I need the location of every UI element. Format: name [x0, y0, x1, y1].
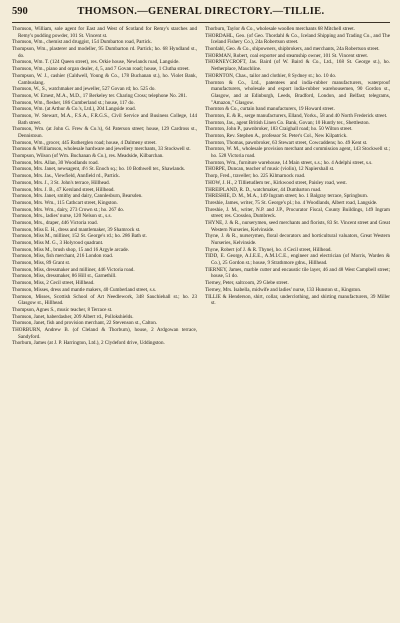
directory-entry: Thornton, John P., pawnbroker, 183 Craighall road; ho. 50 Wilton street. [205, 126, 353, 133]
right-column [205, 26, 390, 347]
directory-entry: Thomson, Miss M., brush shop, 15 and 16 Argyle arcade. [12, 246, 130, 253]
directory-entry: Thomson, Janet, fish and provision merchant, 22 Stevenson st., Calton. [12, 320, 158, 327]
directory-entry: Thorp, Fred., traveller; ho. 225 Kilmarnock road. [205, 173, 306, 180]
directory-entry: Thyne, Robert (of J. & R. Thyne), ho. 4 Cecil street, Hillhead. [205, 246, 332, 253]
directory-entry: Thomson, Miss M., milliner, 152 St. George's rd.; ho. 286 Bath st. [12, 233, 147, 240]
directory-entry: THYNE, J. & R., nurserymen, seed merchants and florists, 83 St. Vincent street and Great Western Nurseries, Kelvinside. [205, 219, 390, 233]
directory-entry: Thyne, J. & R., nurserymen, floral decorators and horticultural valuators, Great Western Nurseries, Kelvinside. [205, 233, 390, 246]
directory-entry: Thomson, Miss E. H., dress and mantlemaker, 39 Shamrock st. [12, 226, 141, 233]
directory-entry: Thomson, Mrs. Janet, smithy and dairy, Cannlesburn, Bearsden. [12, 193, 143, 200]
directory-entry: THREIPLAND, R. D., watchmaker, 44 Dumbarton road. [205, 186, 322, 193]
directory-entry: THORBURN, Andrew B. (of Cleland & Thorburn), house, 2 Ardgowan terrace, Sandyford. [12, 326, 197, 340]
directory-entry: Thomson, Mrs., ladies' nurse, 120 Nelson st., s.s. [12, 213, 112, 220]
header-rule [12, 22, 390, 23]
directory-entry: Thomson, Mrs. Wm., dairy, 273 Crown st.; ho. 267 do. [12, 206, 125, 213]
directory-entry: Thomson, Miss, dressmaker, 86 Hill st., Garnethill. [12, 273, 117, 280]
directory-entry: Thornton & Co., Ltd., patentees and india-rubber manufacturers, waterproof manufacturers, wholesale and export india-rubber warehousemen, 90 Gordon st., Glasgow, and at Edinburgh, Leeds, Bradford, London, and Belfast; telegrams, "Amazon," Glasgow. [205, 79, 390, 106]
directory-entry: Thompson, Agnes S., music teacher, 8 Terrace st. [12, 306, 113, 313]
directory-entry: Thomson, Wm. (at Arthur & Co.'s, Ltd.), 204 Langside road. [12, 106, 136, 113]
directory-entry: Thornton, Jas., agent British Linen Co. Bank, Govan; 10 Huntly ter., Shettleston. [205, 119, 370, 126]
directory-entry: Thomson & Williamson, wholesale hardware and jewellery merchants, 33 Stockwell st. [12, 146, 191, 153]
directory-entry: Thomson, Miss, dressmaker and milliner, 446 Victoria road. [12, 266, 135, 273]
directory-entry: Thorburn, Taylor & Co., wholesale woollen merchants 68 Mitchell street. [205, 26, 355, 32]
directory-entry: Thornton, Thomas, pawnbroker, 63 Stewart street, Cowcaddens; ho. 49 Kent st. [205, 139, 368, 146]
directory-entry: Thomson, Wm., piano and organ dealer, 4, 5, and 7 Govan road; house, 1 Clutha street. [12, 66, 190, 73]
directory-entry: TIERNEY, James, marble cutter and encaustic tile layer, 46 and 48 West Campbell street; house, 51 do. [205, 266, 390, 280]
directory-entry: Thompson, Wm., plasterer and modeller, 95 Dumbarton rd. Partick; ho. 68 Hyndland st., do. [12, 46, 197, 59]
directory-entry: Thompson, Wilson (of Wm. Buchanan & Co.), res. Meadside, Kilbarchan. [12, 153, 164, 160]
directory-entry: Thornton & Co., curtain band manufacturers, 19 Howard street. [205, 106, 335, 113]
directory-entry: TILLIE & Henderson, shirt, collar, underclothing, and shirting manufacturers, 39 Miller st. [205, 293, 390, 307]
directory-entry: Thompson, W. J., cashier (Caldwell, Young & Co., 178 Buchanan st.), ho. Violet Bank, Cambuslang. [12, 72, 197, 86]
directory-entry: Tierney, Mrs. Isabella, midwife and ladies' nurse, 133 Hunston st., Kingston. [205, 286, 362, 293]
directory-entry: THORDAHL, Geo. (of Geo. Thordahl & Co., Iceland Shipping and Trading Co., and The Iceland Fishery Co.), 24a Robertson street. [205, 32, 390, 46]
directory-entry: THORNEYCROFT, Jas. Baird (of W. Baird & Co., Ltd., 168 St. George st.), ho. Netherplace, Mauchline. [205, 59, 390, 73]
directory-entry: THOW, J. H., 2 Tillietudlem ter., Kirkwood street, Paisley road, west. [205, 179, 347, 186]
directory-entry: Thomson, Mrs. J. B., 47 Kersland street, Hillhead. [12, 186, 115, 193]
directory-entry: Thomson, Mrs. Allan, 30 Woodlands road. [12, 159, 99, 166]
directory-entry: Thomson, Mrs. Janet, newsagent, 4½ St. Enoch sq.; ho. 10 Bothwell ter., Shawlands. [12, 166, 186, 173]
directory-entry: Thomson, Mrs. Wm., 115 Cathcart street, Kingston. [12, 199, 118, 206]
directory-entry: THORNTON, Chas., tailor and clothier, 8 Sydney st.; ho. 10 do. [205, 72, 337, 79]
directory-entry: Threshie, J. M., writer, N.P. and J.P., Procurator Fiscal, County Buildings, 149 Ingram street; res. Crosslea, Dumbreck. [205, 206, 390, 220]
directory-entry: Thorburn, James (at J. P. Harrington, Ltd.), 2 Clydeford drive, Uddingston. [12, 340, 165, 347]
directory-entry: Thomson, Wm. (at John G. Frew & Co.'s), 64 Paterson street; house, 129 Cardross st., Dennistoun. [12, 126, 197, 139]
directory-entry: Thomson, Janet, haberdasher, 209 Albert rd., Pollokshields. [12, 313, 134, 320]
directory-entry: Thornton, Wm., furniture warehouse, 14 Main street, s.s.; ho. 4 Adelphi street, s.s. [205, 159, 373, 166]
directory-columns [12, 26, 390, 347]
directory-entry: Thomson, Miss M. G., 3 Holyrood quadrant. [12, 240, 104, 246]
directory-entry: Thomson, Misses, dress and mantle makers, 40 Cumberland street, s.s. [12, 286, 157, 293]
directory-entry: Thornton, E. & R., serge manufacturers, Elland, Yorks., 58 and 40 North Frederick street. [205, 112, 388, 119]
page-title: THOMSON.—GENERAL DIRECTORY.—TILLIE. [77, 6, 325, 17]
directory-entry: Thordahl, Geo. & Co., shipowners, shipbrokers, and merchants, 24a Robertson street. [205, 46, 380, 53]
directory-entry: THORMAN, Robert, coal exporter and steamship owner, 101 St. Vincent street. [205, 52, 369, 59]
directory-entry: TIDD, E. George, A.I.E.E., A.M.I.C.E., engineer and electrician (of Morris, Warden & Co.), 25 Gordon st.; house, 9 Strathmore gdns., Hillhead. [205, 253, 390, 267]
directory-entry: Tierney, Peter, saltcoom, 29 Glebe street. [205, 280, 289, 287]
directory-entry: Thomson, Wm., chemist and druggist, 154 Dumbarton road, Partick. [12, 39, 152, 46]
page-header [12, 6, 390, 20]
directory-entry: Thomson, Wm. T. (124 Queen street), res. Orkie house, Newlands road, Langside. [12, 59, 180, 66]
directory-entry: THRESHIE, D. M., M.A., 149 Ingram street; ho. 1 Balgray terrace, Springburn. [205, 193, 369, 200]
directory-entry: Thomson, Miss, fish merchant, 216 London road. [12, 253, 114, 260]
directory-entry: Thomson, Miss, 89 Grant st. [12, 260, 71, 267]
directory-entry: Thomson, Mrs., draper, 446 Victoria road. [12, 219, 98, 226]
directory-entry: Thomson, Wm., flesher, 186 Cumberland st.; house, 117 do. [12, 99, 135, 106]
directory-entry: Thomson, W., S., watchmaker and jeweller, 527 Govan rd; ho. 525 do. [12, 86, 156, 93]
directory-entry: Thornton, W. M., wholesale provision merchant and commission agent, 143 Stockwell st.; ho. 528 Victoria road. [205, 146, 390, 160]
page-number: 590 [12, 6, 28, 17]
directory-entry: Thomson, Wm., grocer, 445 Rutherglen road; house, 4 Dalmeny street. [12, 139, 157, 146]
directory-entry: Thomson, W. Stewart, M.A., F.S.A., F.R.G.S., Civil Service and Business College, 144 Bath street. [12, 112, 197, 126]
directory-entry: THORPE, Duncan, teacher of music (violin), 12 Napiershall st. [205, 166, 335, 173]
directory-entry: Thomson, Mrs. J., 3 St. John's terrace, Hillhead. [12, 179, 110, 186]
directory-entry: Thomson, Misses, Scottish School of Art Needlework, 348 Sauchiehall st.; ho. 23 Glasgow st., Hillhead. [12, 293, 197, 307]
directory-entry: Thomson, William, sole agent for East and West of Scotland for Remy's starches and Remy's pudding powder, 101 St. Vincent st. [12, 26, 197, 39]
directory-entry: Thomson, W. Ernest, M.A., M.D., 17 Berkeley ter. Charing Cross; telephone No. 281. [12, 92, 188, 99]
directory-entry: Threshie, James, writer, 75 St. George's pl.; ho. 4 Woodlands, Albert road, Langside. [205, 199, 378, 206]
left-column [12, 26, 197, 347]
directory-entry: Thornton, Rev. Stephen A., professor St. Peter's Col., New Kilpatrick. [205, 133, 348, 139]
directory-entry: Thomson, Mrs. Jas., Viewfield, Annfield rd., Partick. [12, 173, 120, 180]
directory-entry: Thomson, Miss, 2 Cecil street, Hillhead. [12, 280, 95, 287]
